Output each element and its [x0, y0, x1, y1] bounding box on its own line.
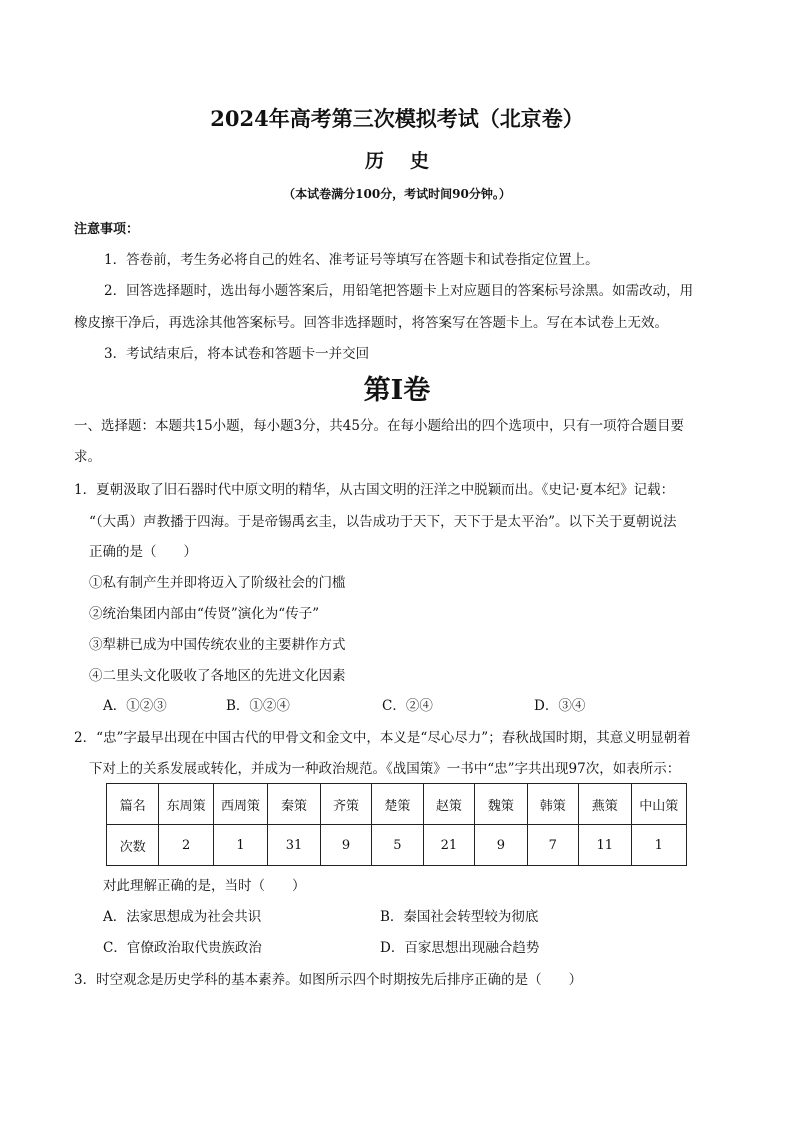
- table-cell: 魏策: [475, 784, 527, 825]
- table-cell: 9: [475, 825, 527, 866]
- table-cell: 1: [213, 825, 267, 866]
- q2-option-d[interactable]: D．百家思想出现融合趋势: [380, 940, 540, 956]
- table-cell: 2: [159, 825, 213, 866]
- exam-title: 2024年高考第三次模拟考试（北京卷）: [210, 106, 584, 131]
- table-cell: 21: [423, 825, 475, 866]
- exam-note: （本试卷满分100分，考试时间90分钟。）: [283, 187, 511, 201]
- table-cell: 11: [579, 825, 631, 866]
- table-header-row: [107, 784, 687, 825]
- subject-title: 历史: [364, 150, 455, 172]
- notice-heading: 注意事项：: [74, 222, 140, 237]
- table-cell: 赵策: [423, 784, 475, 825]
- table-cell: 1: [631, 825, 686, 866]
- table-row: [107, 825, 687, 866]
- table-cell: 篇名: [107, 784, 159, 825]
- q2-question: 对此理解正确的是，当时（ ）: [103, 878, 306, 894]
- q2-option-a[interactable]: A．法家思想成为社会共识: [103, 909, 262, 925]
- table-cell: 中山策: [631, 784, 686, 825]
- table-cell: 东周策: [159, 784, 213, 825]
- q1-stem: 1．夏朝汲取了旧石器时代中原文明的精华，从古国文明的汪洋之中脱颖而出。《史记·夏本纪》记载：: [74, 482, 675, 498]
- q1-statement-1: ①私有制产生并即将迈入了阶级社会的门槛: [89, 575, 346, 591]
- q1-statement-2: ②统治集团内部由“传贤”演化为“传子”: [89, 606, 320, 622]
- q2-option-b[interactable]: B．秦国社会转型较为彻底: [380, 909, 539, 925]
- table-cell: 秦策: [268, 784, 320, 825]
- table-cell: 齐策: [320, 784, 371, 825]
- table-cell: 次数: [107, 825, 159, 866]
- table-cell: 7: [527, 825, 578, 866]
- notice-item-3: 3．考试结束后，将本试卷和答题卡一并交回: [104, 346, 370, 362]
- table-cell: 5: [372, 825, 423, 866]
- table-cell: 31: [268, 825, 320, 866]
- section-intro: 一、选择题：本题共15小题，每小题3分，共45分。在每小题给出的四个选项中，只有一项符合题目要: [74, 418, 684, 434]
- section-intro-cont: 求。: [74, 449, 101, 465]
- q2-stem-line2: 下对上的关系发展或转化，并成为一种政治规范。《战国策》一书中“忠”字共出现97次，如表所示：: [89, 761, 681, 777]
- notice-item-2: 2．回答选择题时，选出每小题答案后，用铅笔把答题卡上对应题目的答案标号涂黑。如需改动，用: [104, 283, 694, 299]
- q1-statement-4: ④二里头文化吸收了各地区的先进文化因素: [89, 668, 346, 684]
- table-cell: 韩策: [527, 784, 578, 825]
- notice-item-2-cont: 橡皮擦干净后，再选涂其他答案标号。回答非选择题时，将答案写在答题卡上。写在本试卷上无效。: [74, 315, 668, 331]
- q1-option-a[interactable]: A．①②③: [103, 698, 167, 714]
- q2-option-c[interactable]: C．官僚政治取代贵族政治: [103, 940, 262, 956]
- q2-table: [106, 783, 687, 866]
- table-cell: 燕策: [579, 784, 631, 825]
- table-cell: 西周策: [213, 784, 267, 825]
- q3-stem: 3．时空观念是历史学科的基本素养。如图所示四个时期按先后排序正确的是（ ）: [74, 972, 583, 988]
- table-cell: 9: [320, 825, 371, 866]
- q1-option-d[interactable]: D．③④: [534, 698, 586, 714]
- q1-option-b[interactable]: B．①②④: [226, 698, 290, 714]
- q1-stem-line3: 正确的是（ ）: [89, 544, 197, 560]
- q1-statement-3: ③犁耕已成为中国传统农业的主要耕作方式: [89, 637, 346, 653]
- q1-option-c[interactable]: C．②④: [382, 698, 433, 714]
- notice-item-1: 1．答卷前，考生务必将自己的姓名、准考证号等填写在答题卡和试卷指定位置上。: [104, 252, 599, 268]
- q1-stem-line2: “（大禹）声教播于四海。于是帝锡禹玄圭，以告成功于天下，天下于是太平治”。以下关于夏朝说法: [89, 514, 677, 530]
- table-cell: 楚策: [372, 784, 423, 825]
- q2-stem: 2．“忠”字最早出现在中国古代的甲骨文和金文中，本义是“尽心尽力”；春秋战国时期，其意义明显朝着: [74, 730, 691, 746]
- section-title: 第Ⅰ卷: [363, 375, 431, 406]
